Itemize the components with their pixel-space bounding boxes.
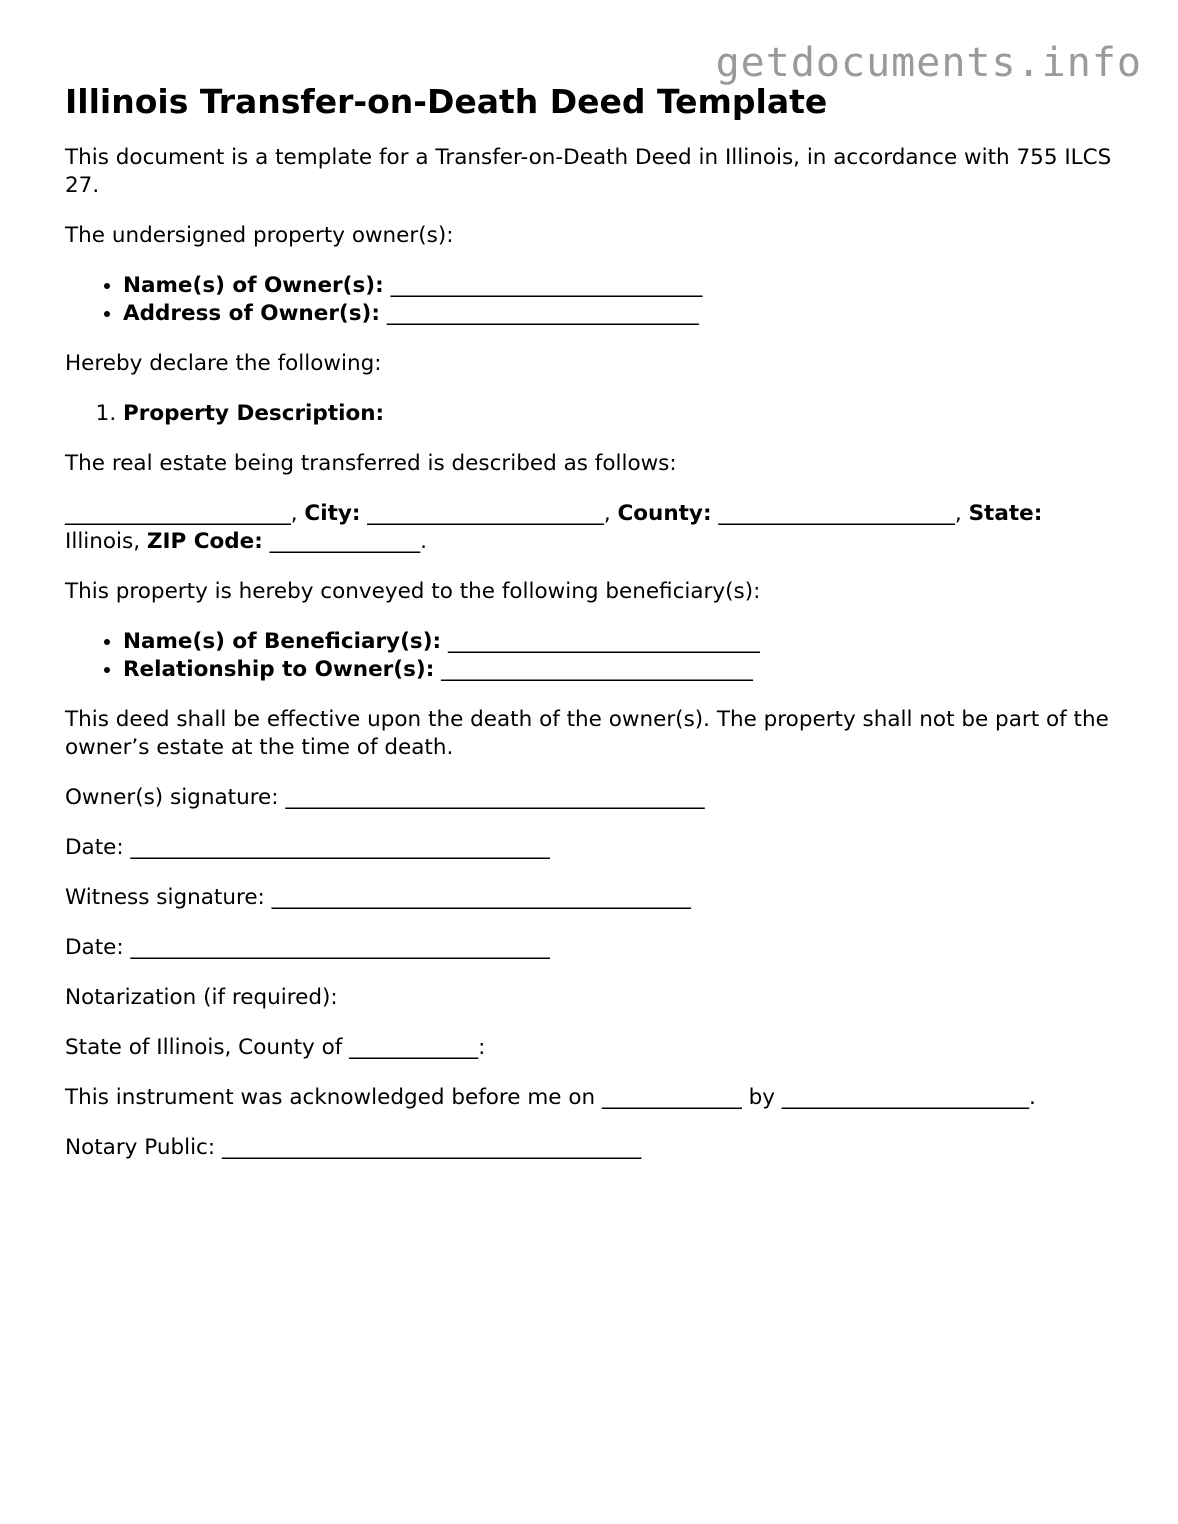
separator: , xyxy=(290,501,305,526)
relationship-label: Relationship to Owner(s): xyxy=(123,657,435,682)
street-blank[interactable]: _____________________ xyxy=(65,501,291,526)
conveyed-paragraph: This property is hereby conveyed to the following beneficiary(s): xyxy=(65,579,761,604)
state-value: Illinois, xyxy=(65,529,147,554)
beneficiary-fields-list xyxy=(65,628,1115,684)
beneficiary-name-blank[interactable]: _____________________________ xyxy=(447,629,760,654)
owner-name-blank[interactable]: _____________________________ xyxy=(390,273,703,298)
state-county-line[interactable]: State of Illinois, County of ____________: xyxy=(65,1035,486,1060)
owner-address-blank[interactable]: _____________________________ xyxy=(386,301,699,326)
document-body xyxy=(65,82,1115,1184)
page-title: Illinois Transfer-on-Death Deed Template xyxy=(65,82,828,121)
witness-signature-line[interactable]: Witness signature: _______________________________________ xyxy=(65,885,691,910)
state-label: State: xyxy=(968,501,1043,526)
separator: , xyxy=(603,501,618,526)
list-item xyxy=(123,628,1115,656)
property-description-heading: Property Description: xyxy=(123,401,385,426)
list-item xyxy=(123,272,1115,300)
numbered-list xyxy=(65,400,1115,428)
owners-intro: The undersigned property owner(s): xyxy=(65,223,454,248)
owner-signature-line[interactable]: Owner(s) signature: _______________________________________ xyxy=(65,785,705,810)
beneficiary-name-label: Name(s) of Beneficiary(s): xyxy=(123,629,442,654)
separator: , xyxy=(954,501,969,526)
list-item xyxy=(123,300,1115,328)
intro-paragraph: This document is a template for a Transfer-on-Death Deed in Illinois, in accordance with 755 ILCS 27. xyxy=(65,145,1112,198)
declare-paragraph: Hereby declare the following: xyxy=(65,351,382,376)
zip-blank[interactable]: ______________. xyxy=(262,529,428,554)
acknowledged-line[interactable]: This instrument was acknowledged before me on _____________ by _______________________. xyxy=(65,1085,1036,1110)
effective-paragraph: This deed shall be effective upon the death of the owner(s). The property shall not be part of the owner’s estate at the time of death. xyxy=(65,707,1109,760)
date-line-2[interactable]: Date: _______________________________________ xyxy=(65,935,550,960)
county-blank[interactable]: ______________________ xyxy=(711,501,955,526)
owner-fields-list xyxy=(65,272,1115,328)
county-label: County: xyxy=(617,501,712,526)
list-item xyxy=(123,656,1115,684)
notary-public-line[interactable]: Notary Public: _______________________________________ xyxy=(65,1135,642,1160)
zip-label: ZIP Code: xyxy=(146,529,263,554)
owner-name-label: Name(s) of Owner(s): xyxy=(123,273,384,298)
relationship-blank[interactable]: _____________________________ xyxy=(441,657,753,682)
property-address-line xyxy=(65,500,1115,556)
city-blank[interactable]: ______________________ xyxy=(360,501,604,526)
described-paragraph: The real estate being transferred is described as follows: xyxy=(65,451,677,476)
city-label: City: xyxy=(304,501,361,526)
list-item xyxy=(123,400,1115,428)
notarization-heading: Notarization (if required): xyxy=(65,985,338,1010)
owner-address-label: Address of Owner(s): xyxy=(123,301,380,326)
watermark: getdocuments.info xyxy=(715,40,1142,86)
date-line-1[interactable]: Date: _______________________________________ xyxy=(65,835,550,860)
